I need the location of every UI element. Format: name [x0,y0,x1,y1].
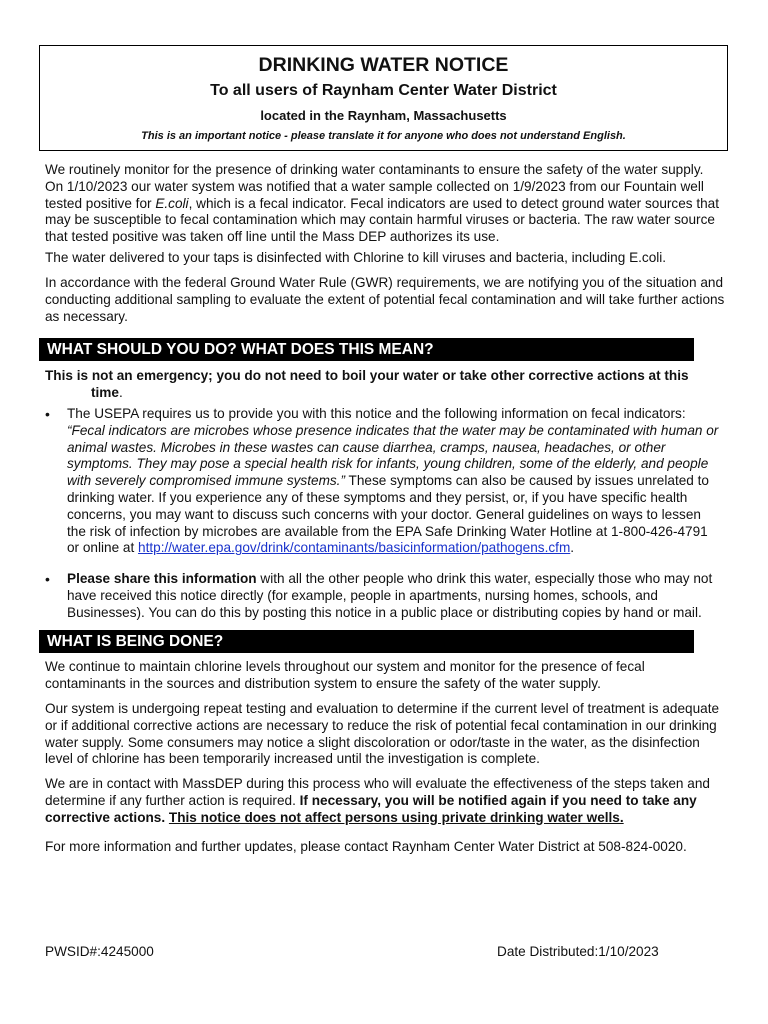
epa-pathogens-link[interactable]: http://water.epa.gov/drink/contaminants/basicinformation/pathogens.cfm [138,540,571,556]
private-wells-note: This notice does not affect persons using private drinking water wells. [168,809,624,825]
intro-text-a: We routinely monitor for the presence of drinking water contaminants to ensure the safety of the water supply. On 1/10/2023 our water system was notified that a water sample collected on 1/9/2023 from our Fountain well tested positive for [45,162,704,211]
emergency-statement [45,368,725,402]
intro-paragraph-2: The water delivered to your taps is disinfected with Chlorine to kill viruses and bacteria, including E.coli. [45,250,667,265]
notice-location: located in the Raynham, Massachusetts [260,108,507,123]
usepa-intro: The USEPA requires us to provide you with this notice and the following information on fecal indicators: [67,406,686,421]
being-done-paragraph-1: We continue to maintain chlorine levels throughout our system and monitor for the presence of fecal contaminants in the sources and distribution system to ensure the safety of the water supply. [45,659,645,691]
pwsid: PWSID#:4245000 [45,944,154,959]
emergency-text-end: time [91,384,119,400]
share-info-bold: Please share this information [67,571,257,586]
symptoms-guidance: These symptoms can also be caused by issues unrelated to drinking water. If you experience any of these symptoms and they persist, or, if you have specific health concerns, you may want to discuss such concerns with your doctor. General guidelines on ways to lessen the risk of infection by microbes are available from the EPA Safe Drinking Water Hotline at 1-800-426-4791 or online at [67,473,709,556]
contact-info: For more information and further updates, please contact Raynham Center Water District at 508-824-0020. [45,839,687,854]
intro-paragraph-3: In accordance with the federal Ground Water Rule (GWR) requirements, we are notifying you of the situation and conducting additional sampling to evaluate the extent of potential fecal contamination and will take further actions as necessary. [45,275,725,324]
section-heading-being-done: WHAT IS BEING DONE? [39,630,694,653]
massdep-text: We are in contact with MassDEP during this process who will evaluate the effectiveness of the steps taken and determine if any further action is required. [45,776,710,808]
translate-note: This is an important notice - please translate it for anyone who does not understand English. [141,130,626,142]
emergency-text: This is not an emergency; you do not need to boil your water or take other corrective actions at this [45,368,689,383]
notified-again-bold: If necessary, you will be notified again if you need to take any corrective actions. [45,792,697,825]
section-heading-what-to-do: WHAT SHOULD YOU DO? WHAT DOES THIS MEAN? [39,338,694,361]
intro-text-b: , which is a fecal indicator. Fecal indicators are used to detect ground water sources that may be susceptible to fecal contamination which may contain harmful viruses or bacteria. The raw water source that tested positive was taken off line until the Mass DEP authorizes its use. [45,195,720,245]
being-done-paragraph-3 [45,776,725,826]
emergency-period: . [118,384,123,400]
ecoli-term: E.coli [155,195,189,211]
being-done-paragraph-2: Our system is undergoing repeat testing and evaluation to determine if the current level of treatment is adequate or if additional corrective actions are necessary to reduce the risk of potential fecal contamination in our drinking water supply. Some consumers may notice a slight discoloration or odor/taste in the water, as the disinfection level of chlorine has been temporarily increased until the investigation is complete. [45,701,720,767]
notice-subtitle: To all users of Raynham Center Water District [210,82,557,99]
link-period: . [570,540,575,556]
notice-title: DRINKING WATER NOTICE [258,54,509,76]
share-info-text: with all the other people who drink this water, especially those who may not have received this notice directly (for example, people in apartments, nursing homes, schools, and Businesses). You can do this by posting this notice in a public place or distributing copies by hand or mail. [67,571,713,620]
bullet-2-text [67,571,723,621]
bullet-1-marker: • [45,406,50,422]
date-distributed: Date Distributed:1/10/2023 [497,944,659,959]
notice-header [39,45,728,151]
intro-paragraph-1 [45,162,725,246]
bullet-1-text [67,406,723,557]
bullet-2-marker: • [45,571,50,587]
fecal-indicator-quote: “Fecal indicators are microbes whose presence indicates that the water may be contaminated with human or animal wastes. Microbes in these wastes can cause diarrhea, cramps, nausea, headaches, or other symptoms. They may pose a special health risk for infants, young children, some of the elderly, and people with severely compromised immune systems.” [67,422,719,489]
